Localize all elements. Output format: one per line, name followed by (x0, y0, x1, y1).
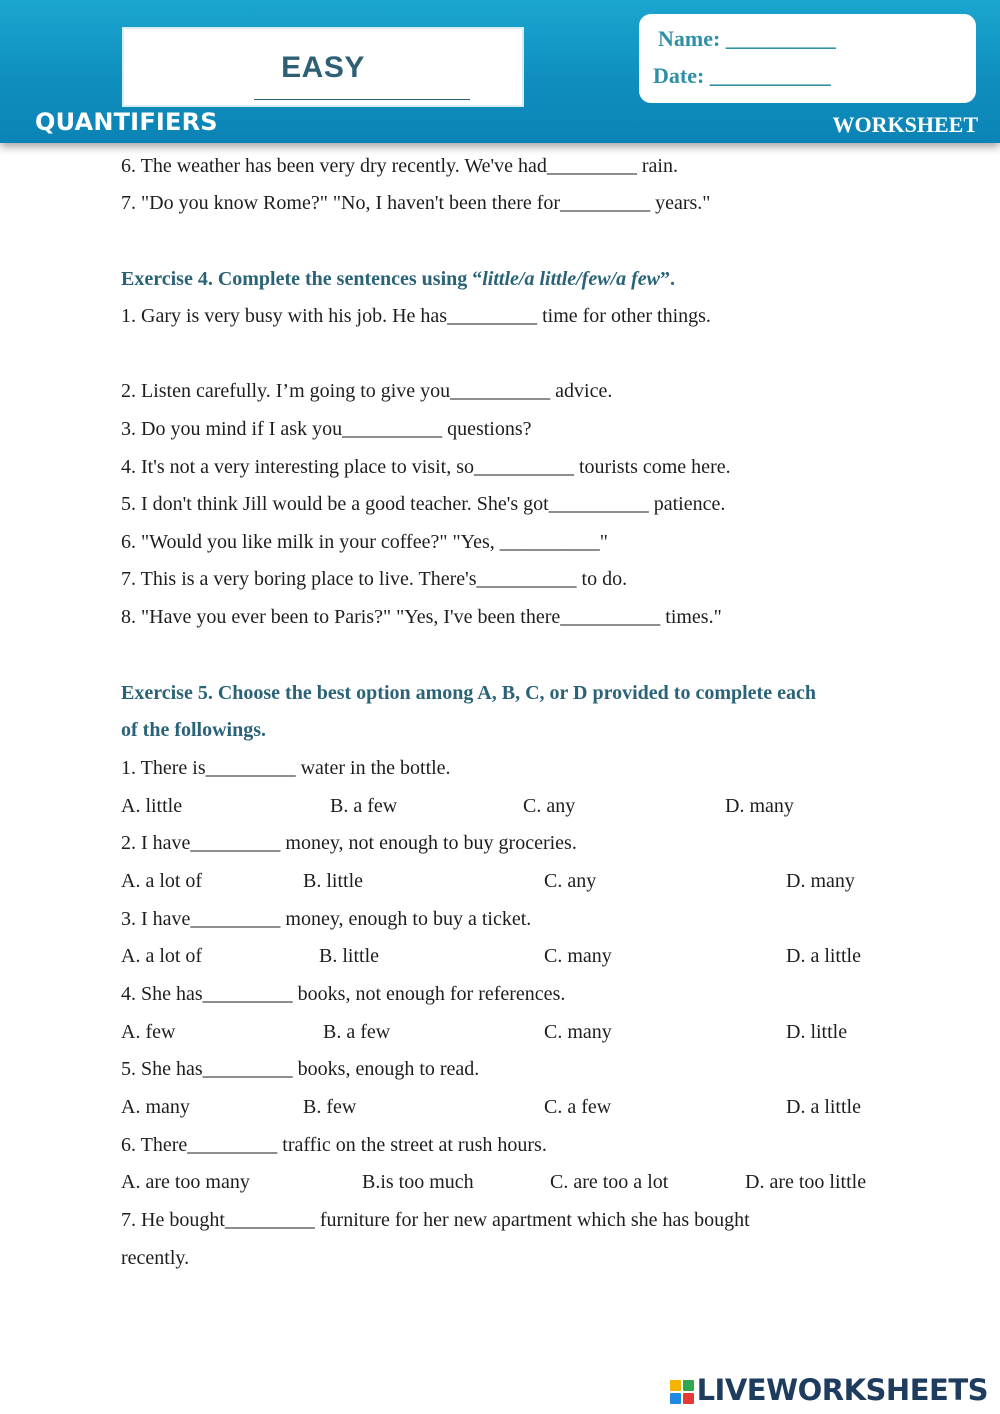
option-d[interactable]: D. many (725, 795, 794, 817)
liveworksheets-logo (670, 1373, 988, 1407)
exercise4-item: 8. "Have you ever been to Paris?" "Yes, I've been there__________ times." (121, 606, 722, 628)
exercise5-question: 5. She has_________ books, enough to read. (121, 1058, 480, 1080)
option-c[interactable]: C. are too a lot (550, 1171, 669, 1193)
option-c[interactable]: C. many (544, 945, 612, 967)
logo-square (683, 1380, 694, 1391)
logo-grid-icon (670, 1380, 694, 1404)
exercise4-item: 1. Gary is very busy with his job. He has_________ time for other things. (121, 305, 711, 327)
worksheet-header (0, 0, 1000, 143)
logo-text: LIVEWORKSHEETS (696, 1373, 988, 1407)
exercise5-question: 7. He bought_________ furniture for her new apartment which she has bought (121, 1209, 750, 1231)
option-a[interactable]: A. are too many (121, 1171, 250, 1193)
worksheet-badge: WORKSHEET (832, 112, 978, 137)
option-a[interactable]: A. few (121, 1021, 176, 1043)
exercise4-item: 3. Do you mind if I ask you__________ questions? (121, 418, 532, 440)
exercise4-item: 6. "Would you like milk in your coffee?" "Yes, __________" (121, 531, 608, 553)
exercise4-item: 2. Listen carefully. I’m going to give you__________ advice. (121, 380, 613, 402)
exercise5-question: 6. There_________ traffic on the street at rush hours. (121, 1134, 547, 1156)
logo-square (670, 1393, 681, 1404)
date-field[interactable]: Date: ___________ (653, 63, 831, 88)
option-b[interactable]: B. a few (330, 795, 398, 817)
option-b[interactable]: B. a few (323, 1021, 391, 1043)
option-c[interactable]: C. many (544, 1021, 612, 1043)
exercise4-item: 7. This is a very boring place to live. There's__________ to do. (121, 568, 628, 590)
exercise4-heading-italic: little/a little/few/a few (482, 268, 660, 290)
level-underline (254, 99, 470, 100)
exercise4-heading-prefix: Exercise 4. Complete the sentences using “ (121, 268, 483, 290)
level-box (122, 27, 524, 107)
option-d[interactable]: D. a little (786, 1096, 861, 1118)
option-a[interactable]: A. a lot of (121, 870, 203, 892)
exercise5-heading: Exercise 5. Choose the best option among A, B, C, or D provided to complete each (121, 682, 816, 704)
option-c[interactable]: C. a few (544, 1096, 612, 1118)
level-label: EASY (281, 51, 365, 84)
exercise4-heading (121, 267, 675, 291)
logo-square (683, 1393, 694, 1404)
option-d[interactable]: D. little (786, 1021, 848, 1043)
option-a[interactable]: A. little (121, 795, 183, 817)
exercise4-item: 4. It's not a very interesting place to visit, so__________ tourists come here. (121, 456, 731, 478)
topic-title: QUANTIFIERS (35, 108, 218, 136)
exercise3-item: 6. The weather has been very dry recently. We've had_________ rain. (121, 155, 678, 177)
option-a[interactable]: A. many (121, 1096, 190, 1118)
exercise4-heading-suffix: ”. (660, 268, 675, 290)
option-b[interactable]: B. little (319, 945, 379, 967)
option-b[interactable]: B. little (303, 870, 363, 892)
exercise5-question-cont: recently. (121, 1247, 190, 1269)
option-c[interactable]: C. any (523, 795, 576, 817)
exercise5-question: 2. I have_________ money, not enough to buy groceries. (121, 832, 577, 854)
option-b[interactable]: B.is too much (362, 1171, 474, 1193)
option-d[interactable]: D. a little (786, 945, 861, 967)
option-b[interactable]: B. few (303, 1096, 357, 1118)
exercise4-item: 5. I don't think Jill would be a good teacher. She's got__________ patience. (121, 493, 726, 515)
name-date-box (639, 14, 976, 103)
option-d[interactable]: D. are too little (745, 1171, 867, 1193)
exercise5-question: 1. There is_________ water in the bottle. (121, 757, 451, 779)
exercise5-question: 4. She has_________ books, not enough for references. (121, 983, 566, 1005)
logo-square (670, 1380, 681, 1391)
name-field[interactable]: Name: __________ (658, 26, 836, 51)
option-a[interactable]: A. a lot of (121, 945, 203, 967)
exercise5-question: 3. I have_________ money, enough to buy a ticket. (121, 908, 532, 930)
exercise5-heading-cont: of the followings. (121, 719, 266, 741)
option-c[interactable]: C. any (544, 870, 597, 892)
exercise3-item: 7. "Do you know Rome?" "No, I haven't been there for_________ years." (121, 192, 711, 214)
option-d[interactable]: D. many (786, 870, 855, 892)
